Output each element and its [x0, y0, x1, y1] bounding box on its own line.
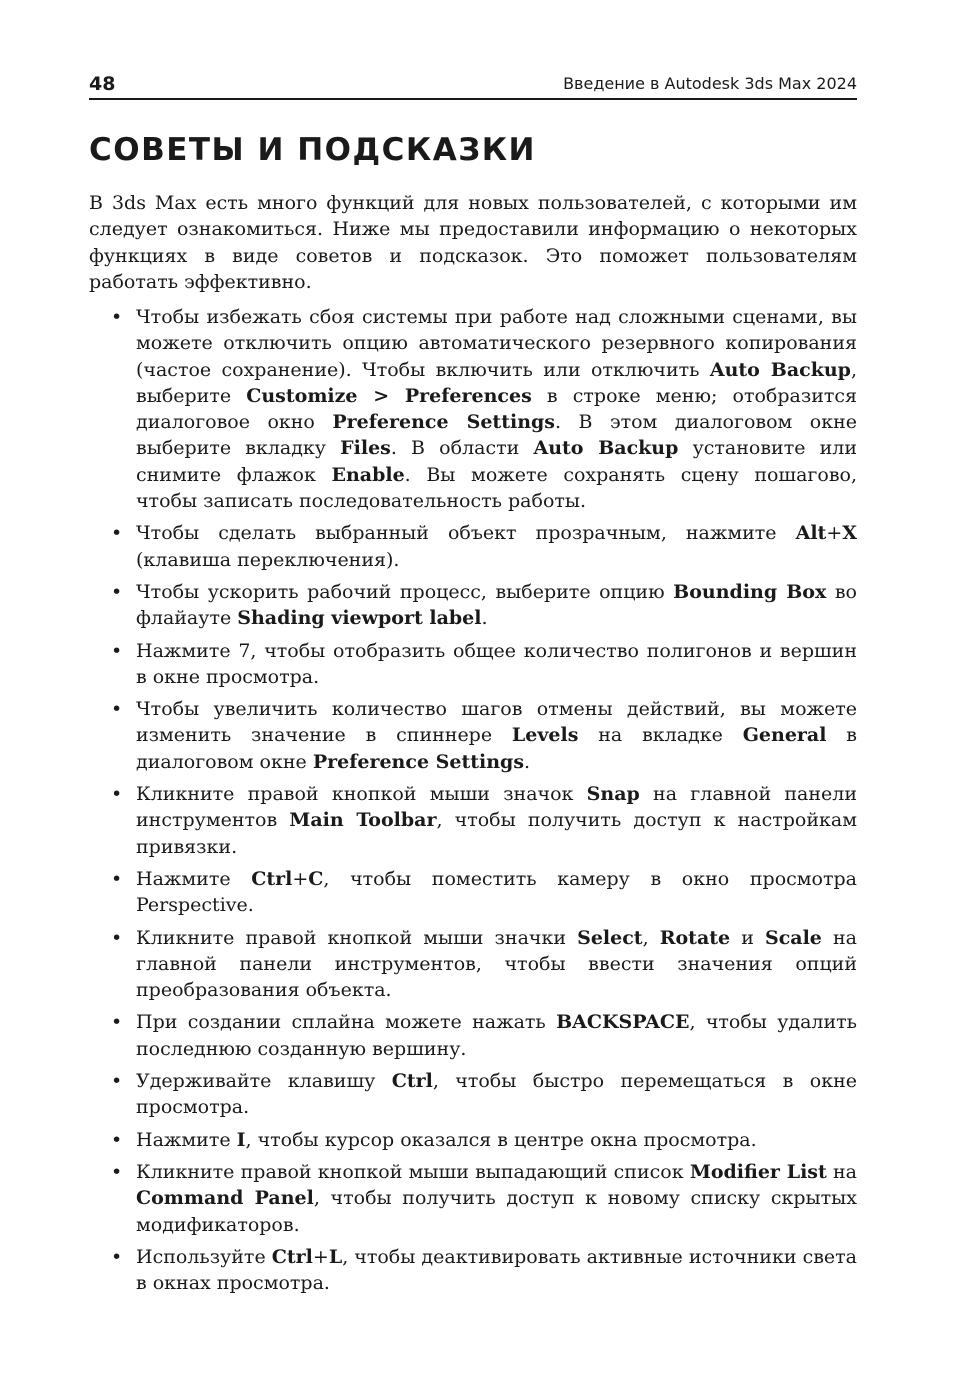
tip-run: на вкладке: [578, 724, 743, 747]
tip-emphasis: Files: [340, 437, 391, 460]
tip-item: [89, 520, 857, 573]
bullet-icon: •: [111, 1070, 123, 1093]
bullet-icon: •: [111, 639, 123, 662]
tip-text: [136, 1161, 857, 1236]
tip-item: [89, 696, 857, 775]
tip-text: [136, 640, 857, 688]
bullet-icon: •: [111, 1160, 123, 1183]
tip-run: Чтобы сделать выбранный объект прозрачным, нажмите: [136, 522, 796, 545]
tip-emphasis: Rotate: [659, 926, 731, 949]
tip-emphasis: Preference Settings: [312, 750, 525, 773]
bullet-icon: •: [111, 580, 123, 603]
tip-emphasis: Customize > Preferences: [246, 384, 532, 407]
tip-emphasis: BACKSPACE: [556, 1011, 690, 1034]
tips-list: [89, 304, 857, 1302]
tip-emphasis: L: [328, 1245, 343, 1268]
tip-text: [136, 1070, 857, 1118]
bullet-icon: •: [111, 306, 123, 328]
tip-run: Кликните правой кнопкой мыши значок: [136, 783, 587, 806]
tip-emphasis: General: [742, 724, 827, 747]
bullet-icon: •: [111, 522, 123, 545]
tip-run: . В области: [390, 437, 534, 460]
tip-item: [89, 1127, 857, 1153]
tip-text: [136, 927, 857, 1002]
tip-text: [136, 698, 857, 773]
tip-run: , чтобы быстро перемещаться в окне просмотра.: [136, 1070, 857, 1119]
tip-text: [136, 783, 857, 858]
tip-emphasis: Scale: [764, 926, 822, 949]
bullet-icon: •: [111, 1245, 123, 1268]
tip-run: , чтобы деактивировать активные источники света в окнах просмотра.: [136, 1245, 857, 1295]
tip-emphasis: C: [308, 867, 324, 890]
tip-emphasis: Auto Backup: [709, 358, 851, 381]
tip-emphasis: Ctrl: [271, 1245, 313, 1268]
tip-emphasis: Command Panel: [136, 1187, 314, 1210]
tip-text: [136, 581, 857, 629]
tip-run: +: [826, 522, 843, 545]
tip-emphasis: Ctrl: [391, 1070, 433, 1093]
tip-item: [89, 1068, 857, 1121]
bullet-icon: •: [111, 1128, 123, 1151]
tip-run: Нажмите: [136, 1128, 237, 1151]
tip-run: +: [312, 1245, 329, 1268]
tip-emphasis: Shading viewport label: [237, 607, 482, 630]
tip-emphasis: Enable: [331, 463, 405, 486]
running-head: Введение в Autodesk 3ds Max 2024: [563, 74, 857, 93]
tip-text: [136, 1129, 757, 1151]
tip-run: ,: [642, 926, 660, 949]
tip-run: Используйте: [136, 1245, 272, 1268]
tip-item: [89, 1244, 857, 1297]
tip-emphasis: Levels: [511, 724, 579, 747]
tip-emphasis: I: [236, 1128, 246, 1151]
tip-run: Кликните правой кнопкой мыши выпадающий список: [136, 1160, 690, 1183]
tip-emphasis: Preference Settings: [332, 411, 555, 434]
tip-emphasis: Auto Backup: [533, 437, 679, 460]
tip-emphasis: Select: [577, 926, 643, 949]
tip-run: на: [826, 1160, 857, 1183]
tip-emphasis: Snap: [586, 783, 640, 806]
tip-text: [136, 522, 857, 570]
section-title: СОВЕТЫ И ПОДСКАЗКИ: [89, 132, 536, 168]
tip-run: Чтобы ускорить рабочий процесс, выберите опцию: [136, 580, 674, 603]
tip-run: Чтобы избежать сбоя системы при работе над сложными сценами, вы можете отключить опцию автоматического резервного копирования (частое сохранение). Чтобы включить или отключить: [136, 306, 857, 381]
tip-run: во флайауте: [136, 580, 857, 630]
tip-run: , чтобы получить доступ к настройкам привязки.: [136, 809, 858, 858]
bullet-icon: •: [111, 926, 123, 949]
tip-run: , чтобы удалить последнюю созданную вершину.: [136, 1011, 857, 1060]
tip-run: +: [292, 867, 309, 890]
bullet-icon: •: [111, 867, 123, 890]
bullet-icon: •: [111, 1011, 123, 1034]
tip-run: . Вы можете сохранять сцену пошагово, чтобы записать последовательность работы.: [136, 463, 857, 513]
tip-run: Удерживайте клавишу: [136, 1070, 392, 1093]
tip-text: [136, 868, 857, 916]
tip-run: установите или снимите флажок: [136, 437, 858, 486]
tip-run: , выберите: [136, 358, 858, 407]
tip-item: [89, 781, 857, 860]
tip-item: [89, 579, 857, 632]
tip-item: [89, 1159, 857, 1238]
tip-item: [89, 638, 857, 691]
tip-run: Кликните правой кнопкой мыши значки: [136, 926, 578, 949]
tip-emphasis: Ctrl: [251, 867, 293, 890]
tip-text: [136, 1246, 857, 1294]
tip-item: [89, 304, 857, 514]
tip-item: [89, 925, 857, 1004]
tip-text: [136, 1011, 857, 1059]
tip-run: .: [524, 750, 531, 773]
tip-run: в диалоговом окне: [136, 724, 857, 773]
page-number: 48: [89, 73, 116, 95]
tip-run: Нажмите: [136, 867, 252, 890]
tip-emphasis: Alt: [795, 522, 827, 545]
tip-run: в строке меню; отобразится диалоговое окно: [136, 384, 858, 434]
tip-run: . В этом диалоговом окне выберите вкладку: [136, 411, 857, 460]
tip-emphasis: Main Toolbar: [289, 809, 437, 832]
tip-run: на главной панели инструментов: [136, 783, 857, 832]
tip-run: При создании сплайна можете нажать: [136, 1011, 557, 1034]
tip-emphasis: Modifier List: [689, 1160, 827, 1183]
bullet-icon: •: [111, 783, 123, 806]
tip-run: Нажмите 7, чтобы отобразить общее количество полигонов и вершин в окне просмотра.: [136, 639, 857, 688]
page-header: [89, 71, 857, 100]
tip-run: , чтобы поместить камеру в окно просмотра Perspective.: [136, 867, 857, 917]
tip-run: .: [481, 607, 488, 630]
tip-text: [136, 306, 857, 512]
tip-run: Чтобы увеличить количество шагов отмены действий, вы можете изменить значение в спиннере: [136, 698, 857, 747]
intro-paragraph: В 3ds Max есть много функций для новых пользователей, с которыми им следует ознакомиться. Ниже мы предоставили информацию о некоторых функциях в виде советов и подсказок. Это поможет пользователям работать эффективно.: [89, 192, 857, 293]
tip-run: (клавиша переключения).: [136, 548, 400, 571]
tip-emphasis: X: [842, 522, 857, 545]
tip-run: , чтобы курсор оказался в центре окна просмотра.: [245, 1128, 757, 1151]
tip-run: на главной панели инструментов, чтобы ввести значения опций преобразования объекта.: [136, 926, 857, 1002]
tip-item: [89, 1009, 857, 1062]
tip-run: и: [730, 926, 765, 949]
tip-emphasis: Bounding Box: [673, 580, 827, 603]
tip-item: [89, 866, 857, 919]
bullet-icon: •: [111, 698, 123, 721]
tip-run: , чтобы получить доступ к новому списку скрытых модификаторов.: [136, 1187, 857, 1236]
